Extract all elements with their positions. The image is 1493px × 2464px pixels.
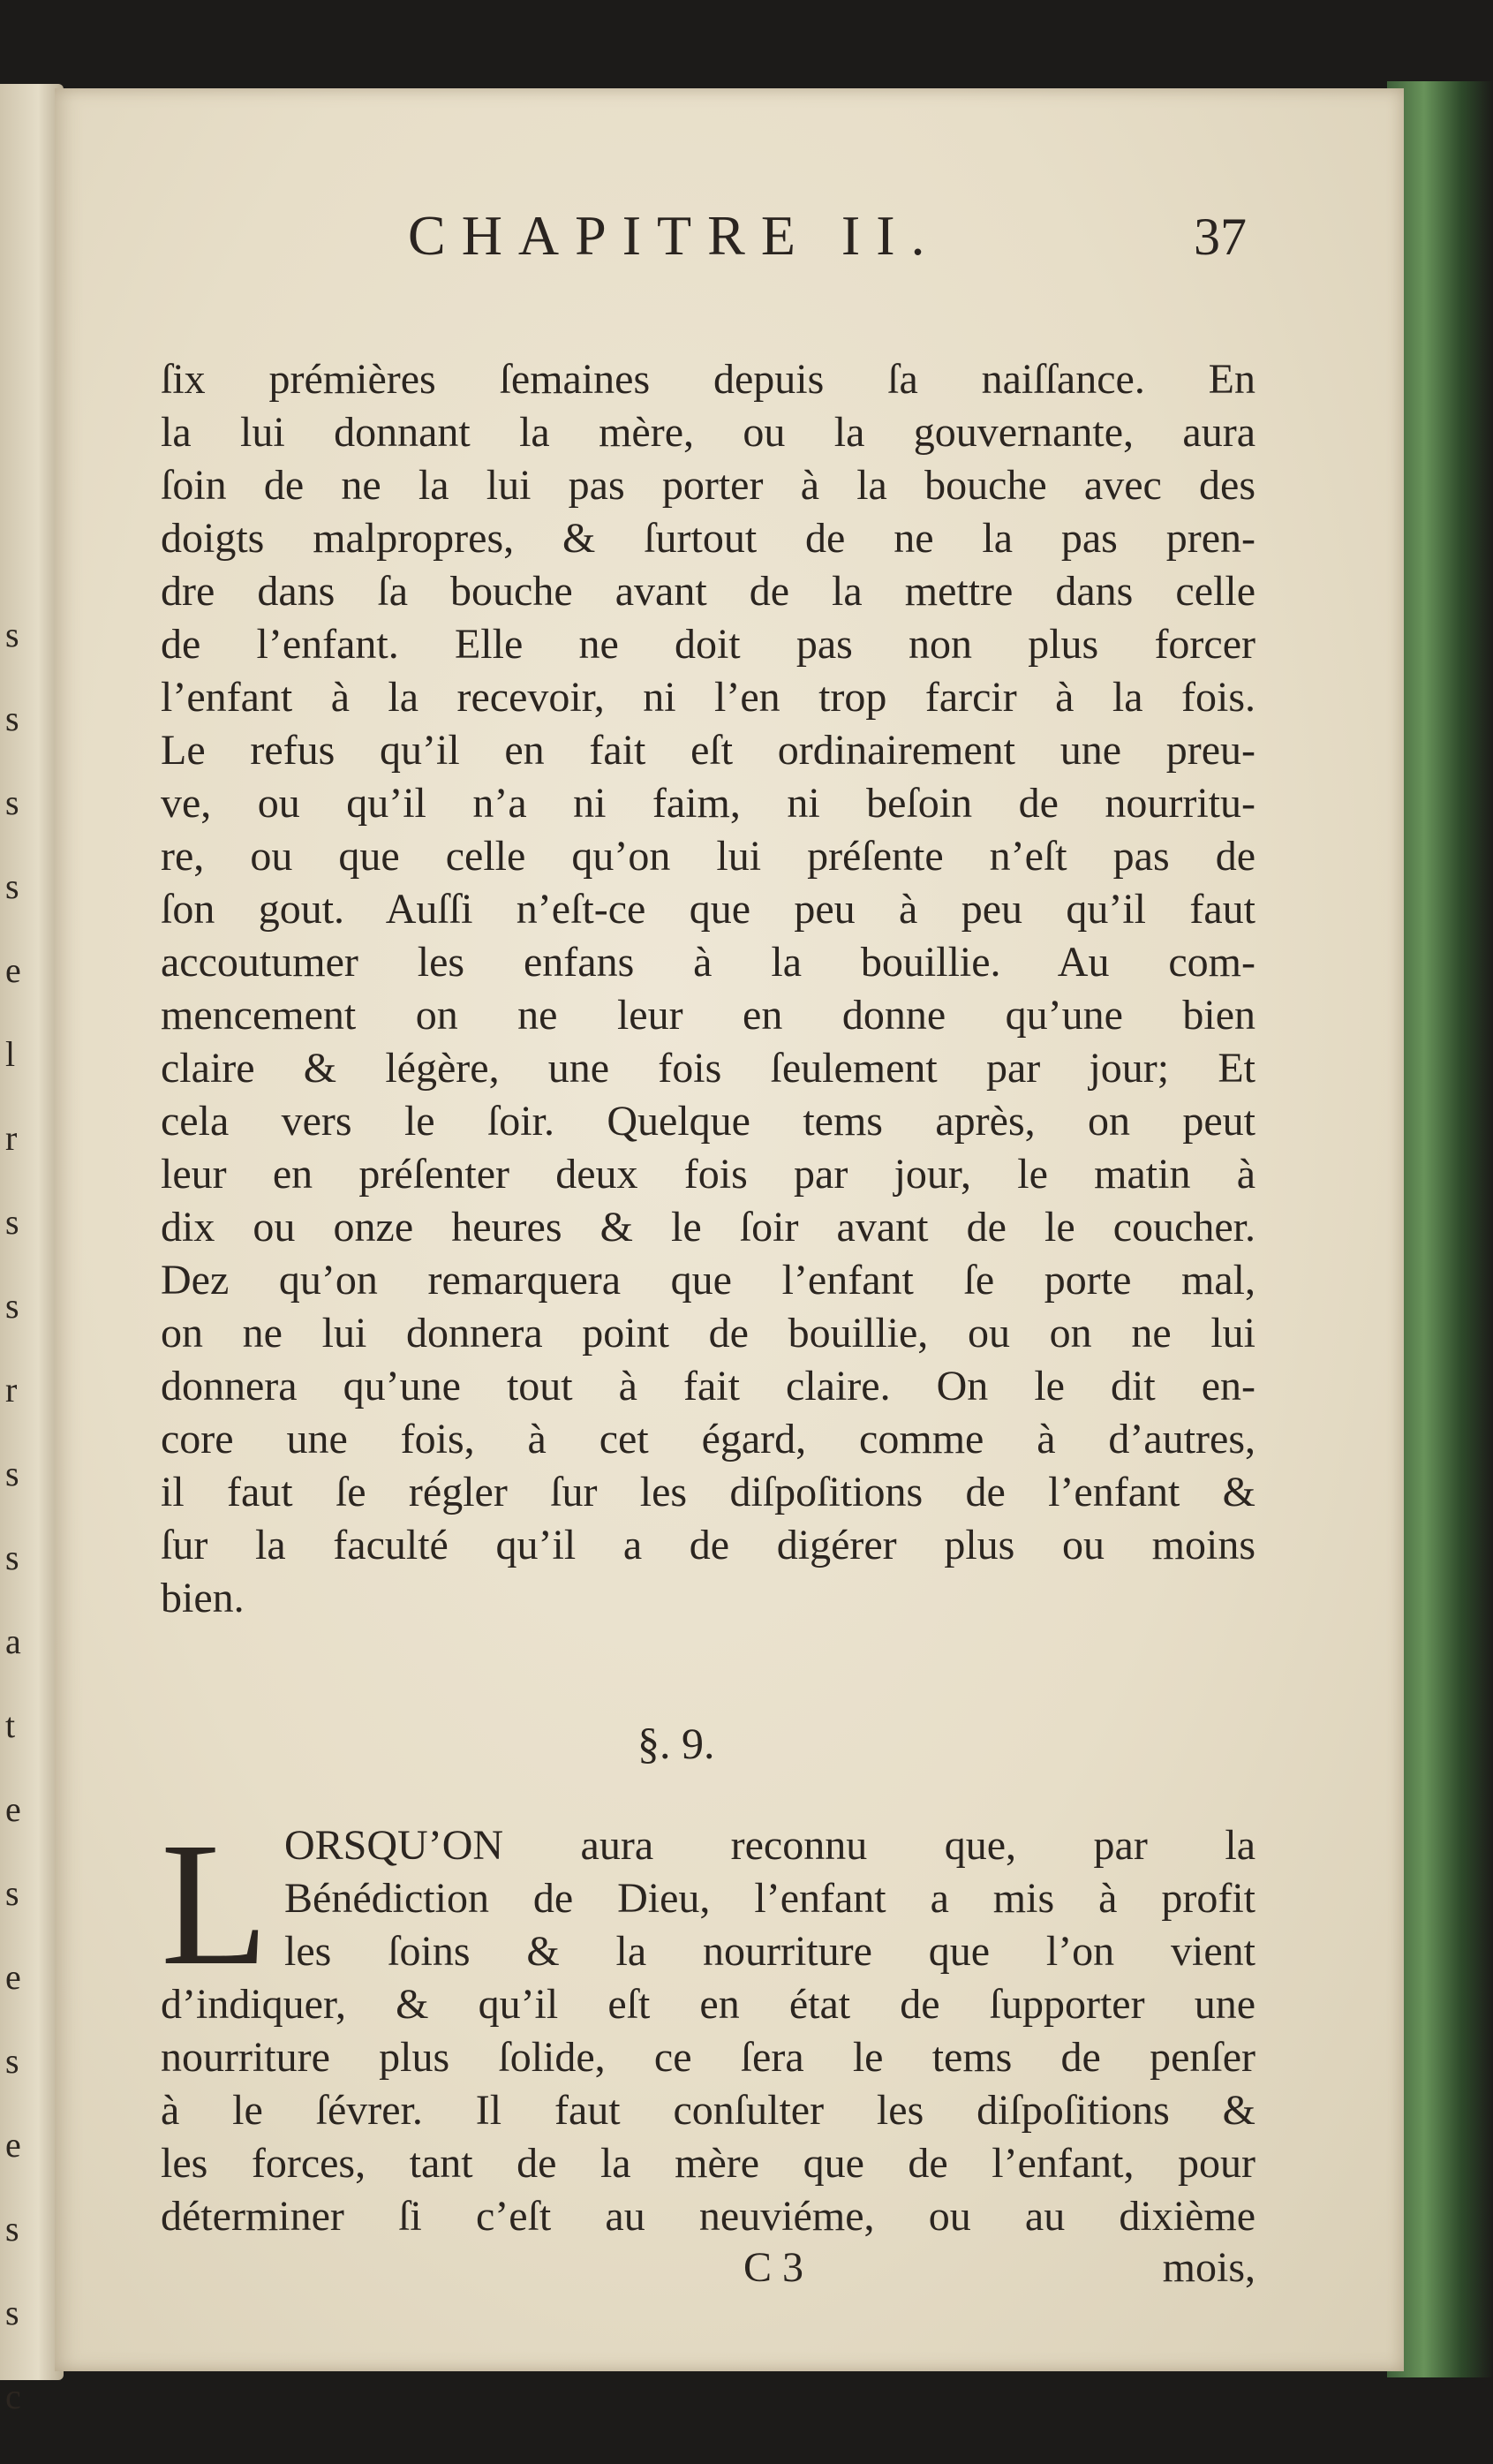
text-line: mencement on ne leur en donne qu’une bien [161, 992, 1255, 1039]
text-line: cela vers le ſoir. Quelque tems après, on peut [161, 1098, 1255, 1145]
text-line: de l’enfant. Elle ne doit pas non plus forcer [161, 621, 1255, 668]
text-line: bien. [161, 1575, 245, 1621]
text-line: ſur la faculté qu’il a de digérer plus ou moins [161, 1522, 1255, 1568]
text-line: l’enfant à la recevoir, ni l’en trop farcir à la fois. [161, 674, 1255, 721]
facing-page-glyph: e [5, 1957, 21, 1997]
facing-page-glyph: s [5, 2209, 19, 2249]
text-line: doigts malpropres, & ſurtout de ne la pas pren- [161, 515, 1255, 562]
text-line: ORSQU’ON aura reconnu que, par la [284, 1822, 1255, 1869]
running-head [55, 203, 1404, 283]
facing-page-glyph: e [5, 950, 21, 990]
facing-page-glyph: a [5, 1621, 21, 1661]
text-line: nourriture plus ſolide, ce ſera le tems de penſer [161, 2034, 1255, 2081]
facing-page-glyph: s [5, 615, 19, 654]
text-line: core une fois, à cet égard, comme à d’autres, [161, 1416, 1255, 1463]
text-line: Dez qu’on remarquera que l’enfant ſe porte mal, [161, 1257, 1255, 1304]
facing-page-glyph: t [5, 1705, 16, 1745]
text-line: dre dans ſa bouche avant de la mettre dans celle [161, 568, 1255, 615]
text-line: ſix prémières ſemaines depuis ſa naiſſance. En [161, 356, 1255, 403]
text-line: la lui donnant la mère, ou la gouvernante, aura [161, 409, 1255, 456]
paragraph-1 [161, 353, 1255, 1625]
text-line: les ſoins & la nourriture que l’on vient [284, 1928, 1255, 1975]
drop-cap: L [161, 1807, 269, 2002]
text-line: dix ou onze heures & le ſoir avant de le coucher. [161, 1204, 1255, 1251]
text-line: claire & légère, une fois ſeulement par jour; Et [161, 1045, 1255, 1092]
facing-page-glyph: c [5, 2377, 21, 2416]
text-line: ſoin de ne la lui pas porter à la bouche avec des [161, 462, 1255, 509]
text-line: déterminer ſi c’eſt au neuviéme, ou au dixième [161, 2193, 1255, 2240]
text-line: donnera qu’une tout à fait claire. On le dit en- [161, 1363, 1255, 1410]
facing-page-glyph: s [5, 2293, 19, 2332]
facing-page-glyph: s [5, 699, 19, 738]
text-line: les forces, tant de la mère que de l’enfant, pour [161, 2140, 1255, 2187]
signature-mark: C 3 [743, 2244, 804, 2291]
facing-page-glyph: r [5, 1118, 18, 1158]
facing-page-glyph: r [5, 1370, 18, 1410]
facing-page-glyph: s [5, 1286, 19, 1326]
text-line: Bénédiction de Dieu, l’enfant a mis à profit [284, 1875, 1255, 1922]
chapter-title: CHAPITRE II. [408, 204, 941, 267]
facing-page-glyph: s [5, 1538, 19, 1577]
text-line: d’indiquer, & qu’il eſt en état de ſupporter une [161, 1981, 1255, 2028]
text-line: ſon gout. Auſſi n’eſt-ce que peu à peu qu’il faut [161, 886, 1255, 933]
facing-page-glyph: s [5, 1873, 19, 1913]
facing-page-glyph: e [5, 2125, 21, 2165]
text-line: accoutumer les enfans à la bouillie. Au com- [161, 939, 1255, 986]
text-line: re, ou que celle qu’on lui préſente n’eſt pas de [161, 833, 1255, 880]
text-line: à le ſévrer. Il faut conſulter les diſpoſitions & [161, 2087, 1255, 2134]
book-page [55, 88, 1404, 2371]
page-number: 37 [1194, 208, 1247, 266]
section-heading: §. 9. [637, 1719, 715, 1768]
facing-page-glyph: s [5, 1202, 19, 1242]
paragraph-2-lines [161, 1978, 1255, 2243]
page-footer [161, 2243, 1255, 2296]
facing-page-glyph: l [5, 1034, 16, 1074]
text-line: on ne lui donnera point de bouillie, ou on ne lui [161, 1310, 1255, 1357]
paragraph-2-indented-lines [161, 1807, 1255, 2002]
facing-page-glyph: e [5, 1789, 21, 1829]
facing-page-glyph: s [5, 1454, 19, 1493]
facing-page-glyph: s [5, 782, 19, 822]
paragraph-2 [161, 1807, 1255, 2243]
text-line: ve, ou qu’il n’a ni faim, ni beſoin de nourritu- [161, 780, 1255, 827]
text-line: il faut ſe régler ſur les diſpoſitions de l’enfant & [161, 1469, 1255, 1515]
text-line: Le refus qu’il en fait eſt ordinairement une preu- [161, 727, 1255, 774]
facing-page-glyph: s [5, 866, 19, 906]
facing-page-glyph: s [5, 2041, 19, 2081]
text-line: leur en préſenter deux fois par jour, le matin à [161, 1151, 1255, 1198]
catchword: mois, [1162, 2244, 1255, 2291]
